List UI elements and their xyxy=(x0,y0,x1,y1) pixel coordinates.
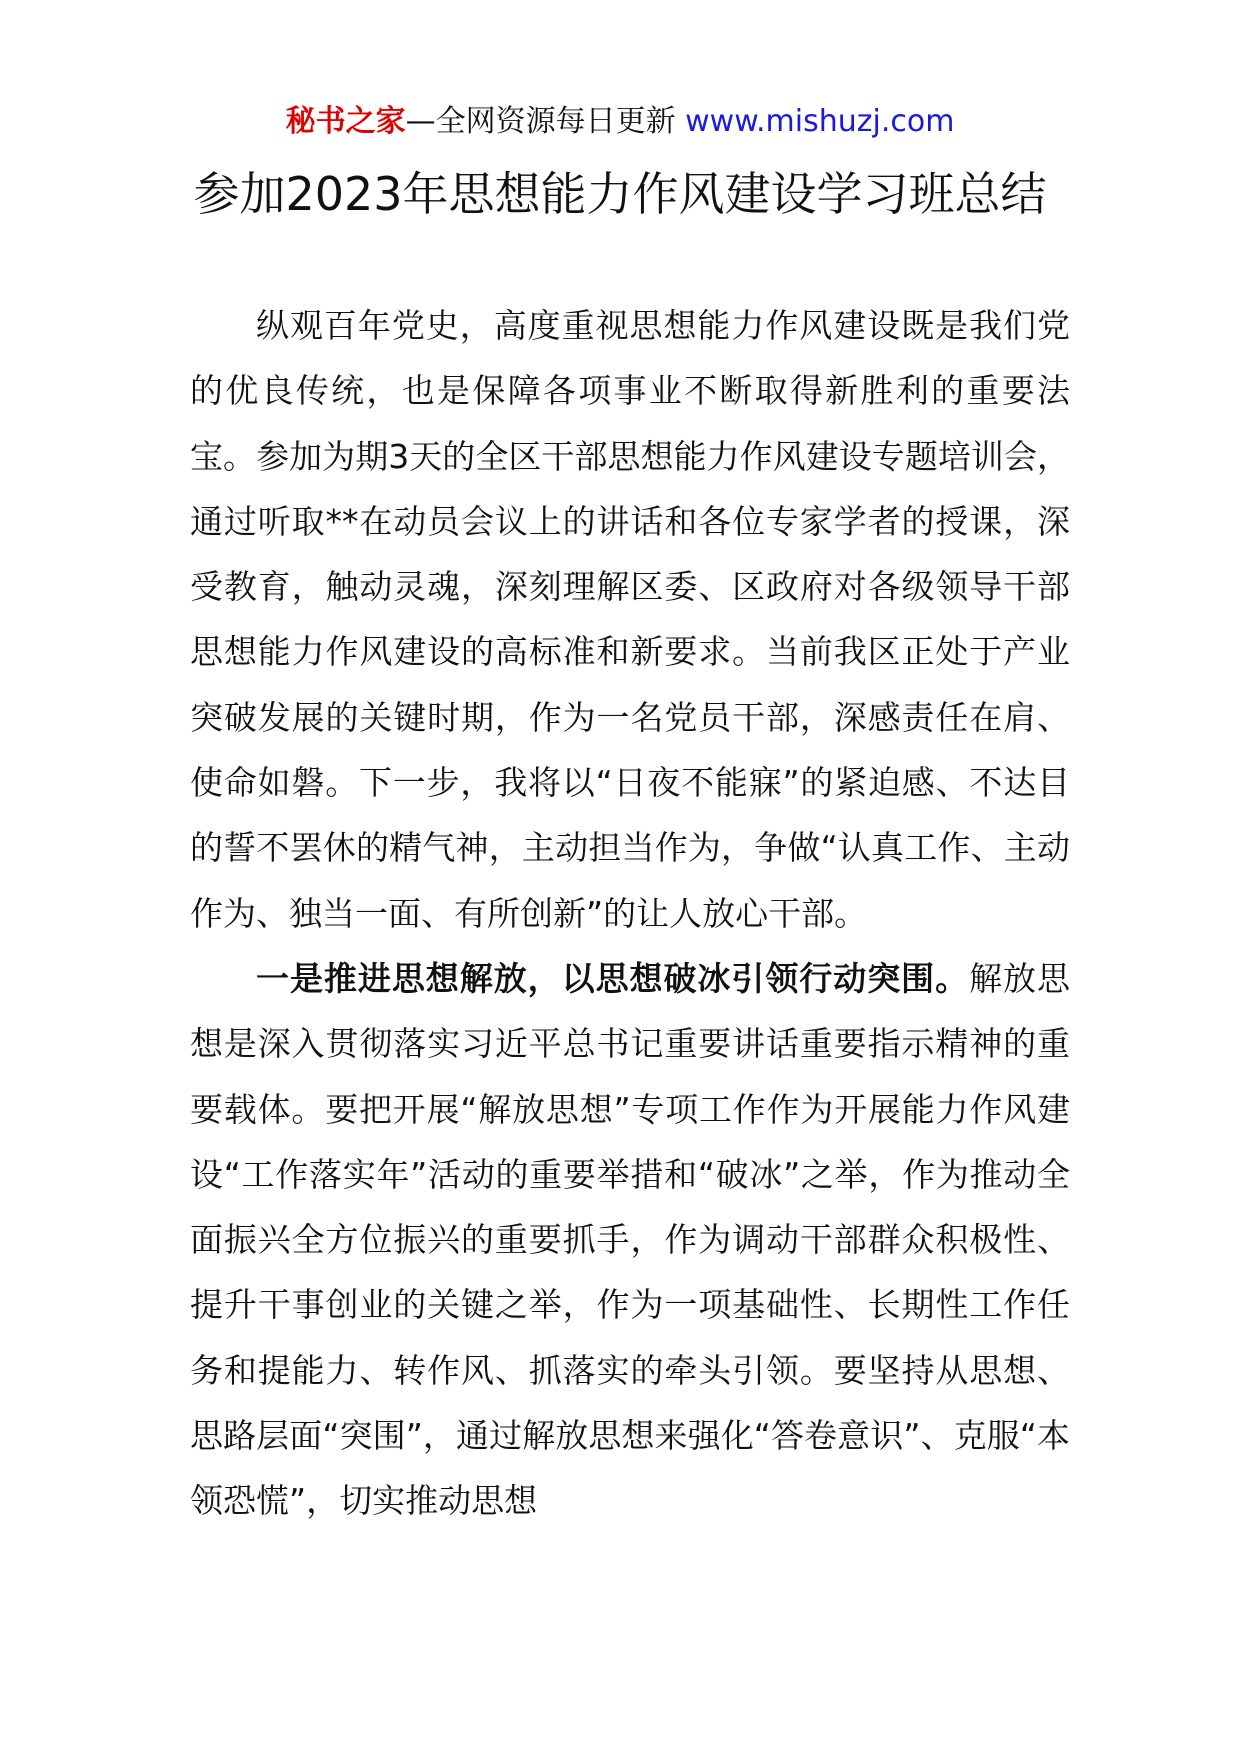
paragraph-text: 纵观百年党史，高度重视思想能力作风建设既是我们党的优良传统，也是保障各项事业不断取得新胜利的重要法宝。参加为期3天的全区干部思想能力作风建设专题培训会，通过听取**在动员会议上的讲话和各位专家学者的授课，深受教育，触动灵魂，深刻理解区委、区政府对各级领导干部思想能力作风建设的高标准和新要求。当前我区正处于产业突破发展的关键时期，作为一名党员干部，深感责任在肩、使命如磐。下一步，我将以“日夜不能寐”的紧迫感、不达目的誓不罢休的精气神，主动担当作为，争做“认真工作、主动作为、独当一面、有所创新”的让人放心干部。 xyxy=(190,306,1070,933)
brand-name: 秘书之家 xyxy=(285,104,406,139)
paragraph-point-one xyxy=(190,946,1070,1534)
site-header xyxy=(0,100,1240,144)
document-body xyxy=(190,293,1070,1534)
paragraph-text: 解放思想是深入贯彻落实习近平总书记重要讲话重要指示精神的重要载体。要把开展“解放思想”专项工作作为开展能力作风建设“工作落实年”活动的重要举措和“破冰”之举，作为推动全面振兴全方位振兴的重要抓手，作为调动干部群众积极性、提升干事创业的关键之举，作为一项基础性、长期性工作任务和提能力、转作风、抓落实的牵头引领。要坚持从思想、思路层面“突围”，通过解放思想来强化“答卷意识”、克服“本领恐慌”，切实推动思想 xyxy=(190,958,1071,1521)
document-title: 参加2023年思想能力作风建设学习班总结 xyxy=(193,167,1047,221)
header-tagline: —全网资源每日更新 xyxy=(405,104,676,139)
paragraph-intro xyxy=(190,293,1070,946)
paragraph-lead: 一是推进思想解放，以思想破冰引领行动突围。 xyxy=(256,958,970,998)
site-url-link[interactable]: www.mishuzj.com xyxy=(685,104,955,139)
